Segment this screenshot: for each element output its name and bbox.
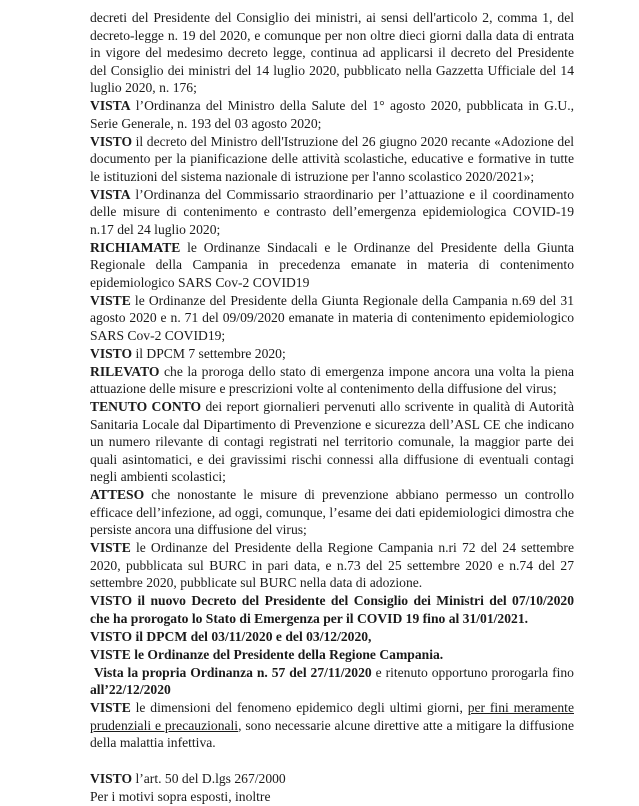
paragraph-lead: VISTO: [90, 770, 133, 786]
paragraph-tenuto-conto: [90, 398, 574, 486]
paragraph-closing: Per i motivi sopra esposti, inoltre: [90, 788, 271, 804]
paragraph-date: all’22/12/2020: [90, 682, 171, 698]
paragraph-text: l’Ordinanza del Ministro della Salute del 1° agosto 2020, pubblicata in G.U., Serie Generale, n. 193 del 03 agosto 2020;: [90, 98, 574, 131]
paragraph-text: che la proroga dello stato di emergenza impone ancora una volta la piena attuazione delle misure e prescrizioni volte al contenimento della diffusione del virus;: [90, 363, 574, 397]
paragraph-lead: RILEVATO: [90, 363, 160, 379]
paragraph-text: che nonostante le misure di prevenzione abbiano permesso un controllo efficace dell’infezione, ad oggi, comunque, l’esame dei dati epidemiologici dimostra che persiste ancora una diffusione del virus;: [90, 487, 574, 538]
paragraph-text-rest: , sono necessarie alcune direttive atte a mitigare la diffusione della malattia infettiva.: [90, 717, 574, 751]
paragraph-lead: VISTO: [90, 133, 133, 149]
paragraph-text: decreti del Presidente del Consiglio dei ministri, ai sensi dell'articolo 2, comma 1, del decreto-legge n. 19 del 2020, e comunque per non oltre dieci giorni dalla data di entrata in vigore del medesimo decreto legge, continua ad applicarsi il decreto del Presidente del Consiglio dei ministri del 14 luglio 2020, pubblicato nella Gazzetta Ufficiale del 14 luglio 2020, n. 176;: [90, 10, 574, 96]
paragraph-vista-ordinanza-commissario: [90, 186, 574, 239]
paragraph-vista-propria-ordinanza: [90, 664, 578, 699]
paragraph-viste-ordinanze-regione: [90, 539, 574, 592]
paragraph-text: dei report giornalieri pervenuti allo scrivente in qualità di Autorità Sanitaria Locale dal Dipartimento di Prevenzione e sicurezza dell’ASL CE che indicano un numero rilevante di contagi registrati nel territorio comunale, la maggior parte dei quali asintomatici, e dei gravissimi rischi connessi alla diffusione di eventuali contagi negli ambienti scolastici;: [90, 399, 574, 485]
paragraph-visto-nuovo-decreto: [90, 592, 574, 627]
paragraph-vista-ordinanza-salute: [90, 97, 574, 132]
bold-text: VISTE le Ordinanze del Presidente della Regione Campania.: [90, 646, 444, 662]
paragraph-rilevato: [90, 363, 574, 398]
paragraph-lead: RICHIAMATE: [90, 239, 181, 255]
paragraph-lead: ATTESO: [90, 487, 145, 503]
paragraph-visto-dpcm-novembre: [90, 628, 574, 646]
paragraph-decreti: [90, 9, 574, 97]
paragraph-lead: VISTA: [90, 98, 131, 114]
paragraph-text: le Ordinanze Sindacali e le Ordinanze del Presidente della Giunta Regionale della Campania in precedenza emanate in materia di contenimento epidemiologico SARS Cov-2 COVID19: [90, 239, 574, 290]
blank-line: [90, 752, 574, 770]
paragraph-viste-dimensioni: [90, 699, 574, 752]
underlined-text: per fini meramente prudenziali e precauzionali: [90, 700, 574, 733]
paragraph-richiamate: [90, 239, 574, 292]
paragraph-lead: VISTA: [90, 186, 131, 202]
paragraph-lead: Vista la propria Ordinanza n. 57 del 27/11/2020: [90, 664, 372, 680]
paragraph-lead: VISTE: [90, 540, 131, 556]
paragraph-text: le Ordinanze del Presidente della Regione Campania n.ri 72 del 24 settembre 2020, pubblicata sul BURC in pari data, e n.73 del 25 settembre 2020 e n.74 del 27 settembre 2020, pubblicate sul BURC nella data di adozione.: [90, 540, 574, 591]
bold-text: VISTO il DPCM del 03/11/2020 e del 03/12/2020,: [90, 628, 372, 644]
paragraph-visto-art-50: [90, 770, 574, 788]
paragraph-text: l’Ordinanza del Commissario straordinario per l’attuazione e il coordinamento delle misure di contenimento e contrasto dell’emergenza epidemiologica COVID-19 n.17 del 24 luglio 2020;: [90, 186, 574, 237]
paragraph-lead: TENUTO CONTO: [90, 399, 202, 415]
paragraph-visto-decreto-istruzione: [90, 133, 574, 186]
paragraph-text: le dimensioni del fenomeno epidemico degli ultimi giorni,: [130, 700, 468, 716]
paragraph-text: e ritenuto opportuno prorogarla fino: [371, 664, 578, 680]
paragraph-visto-dpcm-settembre: [90, 345, 574, 363]
bold-text: VISTO il nuovo Decreto del Presidente del Consiglio dei Ministri del 07/10/2020 che ha prorogato lo Stato di Emergenza per il COVID 19 fino al 31/01/2021.: [90, 593, 574, 626]
paragraph-lead: VISTO: [90, 345, 133, 361]
paragraph-text: l’art. 50 del D.lgs 267/2000: [132, 770, 286, 786]
paragraph-lead: VISTE: [90, 700, 131, 716]
paragraph-text: il DPCM 7 settembre 2020;: [132, 345, 286, 361]
paragraph-text: il decreto del Ministro dell'Istruzione del 26 giugno 2020 recante «Adozione del documento per la pianificazione delle attività scolastiche, educative e formative in tutte le istituzioni del sistema nazionale di istruzione per l'anno scolastico 2020/2021»;: [90, 133, 574, 184]
document-page: [90, 9, 578, 806]
paragraph-viste-ordinanze-presidente: [90, 646, 574, 664]
paragraph-lead: VISTE: [90, 292, 131, 308]
paragraph-viste-ordinanze-giunta: [90, 292, 574, 345]
paragraph-text: le Ordinanze del Presidente della Giunta Regionale della Campania n.69 del 31 agosto 2020 e n. 71 del 09/09/2020 emanate in materia di contenimento epidemiologico SARS Cov-2 COVID19;: [90, 292, 574, 343]
paragraph-atteso: [90, 486, 574, 539]
